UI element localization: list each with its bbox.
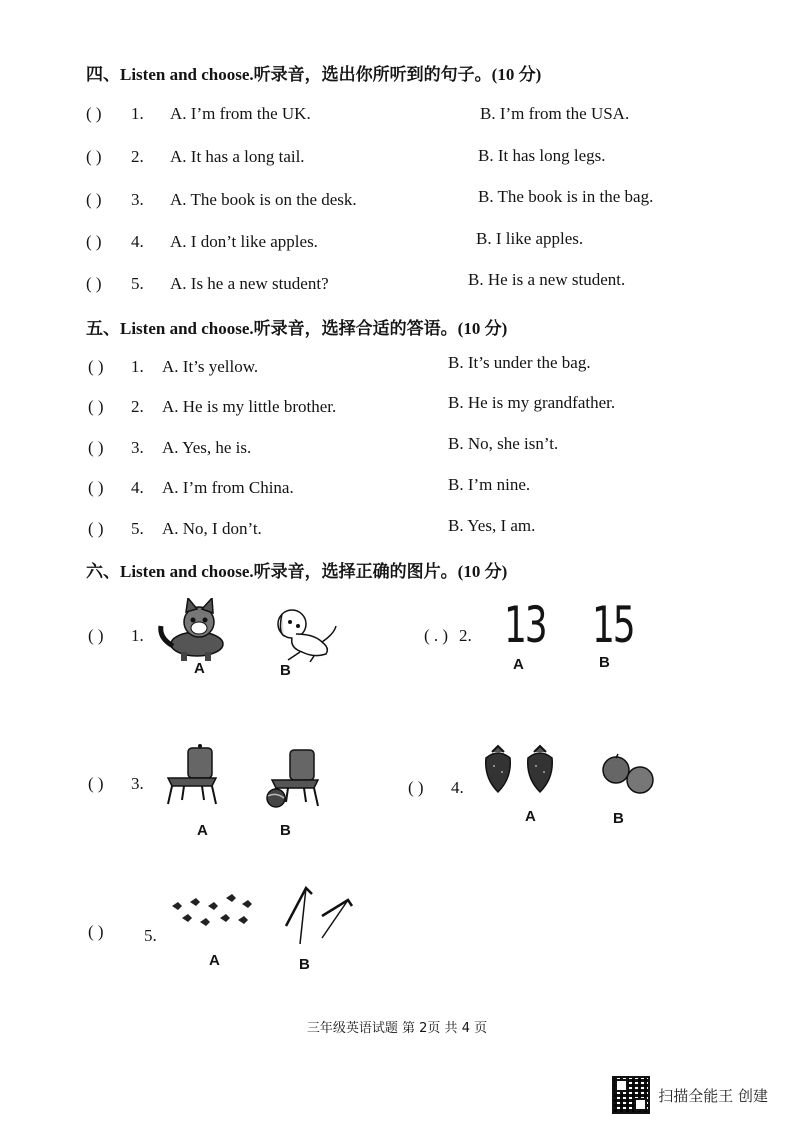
option-b: B. He is my grandfather. — [448, 393, 616, 412]
option-b: B. I’m from the USA. — [480, 104, 630, 123]
cat-icon[interactable] — [155, 598, 235, 662]
option-a: A. I’m from China. — [162, 478, 294, 497]
option-b: B. He is a new student. — [468, 270, 626, 289]
option-b: B. It has long legs. — [478, 146, 606, 165]
dog-icon[interactable] — [270, 604, 340, 662]
chair-ball-icon[interactable] — [262, 748, 324, 808]
question-number: 5. — [131, 274, 144, 293]
answer-blank[interactable]: ( ) — [88, 438, 104, 457]
chair-icon[interactable] — [162, 744, 224, 806]
scanner-text: 扫描全能王 创建 — [658, 1086, 768, 1105]
page-footer: 三年级英语试题 第 2页 共 4 页 — [306, 1021, 488, 1036]
answer-blank[interactable]: ( ) — [86, 274, 102, 293]
question-number: 2. — [459, 626, 472, 645]
question-number: 1. — [131, 104, 144, 123]
question-number: 4. — [451, 778, 464, 797]
label-b: B — [599, 654, 610, 671]
section-6-title: 六、Listen and choose.听录音，选择正确的图片。(10 分) — [86, 562, 508, 581]
section-4-title: 四、Listen and choose.听录音，选出你所听到的句子。(10 分) — [86, 65, 542, 84]
option-b: B. I like apples. — [476, 229, 584, 248]
label-a: A — [197, 822, 208, 839]
answer-blank[interactable]: ( ) — [88, 478, 104, 497]
answer-blank[interactable]: ( ) — [86, 147, 102, 166]
question-number: 3. — [131, 190, 144, 209]
option-a: A. No, I don’t. — [162, 519, 262, 538]
answer-blank[interactable]: ( ) — [88, 774, 104, 793]
option-a: A. It’s yellow. — [162, 357, 259, 376]
answer-blank[interactable]: ( ) — [88, 626, 104, 645]
option-a: A. The book is on the desk. — [170, 190, 357, 209]
option-b: B. It’s under the bag. — [448, 353, 591, 372]
question-number: 1. — [131, 626, 144, 645]
answer-blank[interactable]: ( . ) — [424, 626, 449, 645]
label-b: B — [299, 956, 310, 973]
option-a: A. I’m from the UK. — [170, 104, 311, 123]
option-a: A. Is he a new student? — [170, 274, 329, 293]
answer-blank[interactable]: ( ) — [86, 104, 102, 123]
answer-blank[interactable]: ( ) — [88, 357, 104, 376]
question-number: 5. — [144, 926, 157, 945]
question-number: 4. — [131, 232, 144, 251]
answer-blank[interactable]: ( ) — [408, 778, 424, 797]
answer-blank[interactable]: ( ) — [86, 190, 102, 209]
oranges-icon[interactable] — [600, 752, 658, 798]
option-b: B. No, she isn’t. — [448, 434, 559, 453]
option-a: A. It has a long tail. — [170, 147, 305, 166]
question-number: 1. — [131, 357, 144, 376]
strawberries-icon[interactable] — [482, 744, 564, 796]
number-13[interactable]: 13 — [504, 596, 546, 654]
label-b: B — [280, 662, 291, 679]
kites-icon[interactable] — [282, 886, 354, 946]
question-number: 4. — [131, 478, 144, 497]
option-a: A. He is my little brother. — [162, 397, 337, 416]
label-b: B — [280, 822, 291, 839]
label-a: A — [513, 656, 524, 673]
question-number: 3. — [131, 438, 144, 457]
qr-code-icon — [612, 1076, 650, 1114]
question-number: 2. — [131, 397, 144, 416]
question-number: 3. — [131, 774, 144, 793]
option-b: B. The book is in the bag. — [478, 187, 654, 206]
answer-blank[interactable]: ( ) — [88, 519, 104, 538]
birds-icon[interactable] — [168, 892, 254, 932]
answer-blank[interactable]: ( ) — [88, 397, 104, 416]
label-a: A — [525, 808, 536, 825]
question-number: 2. — [131, 147, 144, 166]
section-5-title: 五、Listen and choose.听录音，选择合适的答语。(10 分) — [86, 319, 508, 338]
number-15[interactable]: 15 — [592, 596, 634, 654]
option-a: A. Yes, he is. — [162, 438, 252, 457]
option-b: B. Yes, I am. — [448, 516, 536, 535]
label-b: B — [613, 810, 624, 827]
answer-blank[interactable]: ( ) — [86, 232, 102, 251]
label-a: A — [194, 660, 205, 677]
question-number: 5. — [131, 519, 144, 538]
option-b: B. I’m nine. — [448, 475, 531, 494]
scanner-watermark — [612, 1076, 768, 1114]
option-a: A. I don’t like apples. — [170, 232, 318, 251]
answer-blank[interactable]: ( ) — [88, 922, 104, 941]
label-a: A — [209, 952, 220, 969]
